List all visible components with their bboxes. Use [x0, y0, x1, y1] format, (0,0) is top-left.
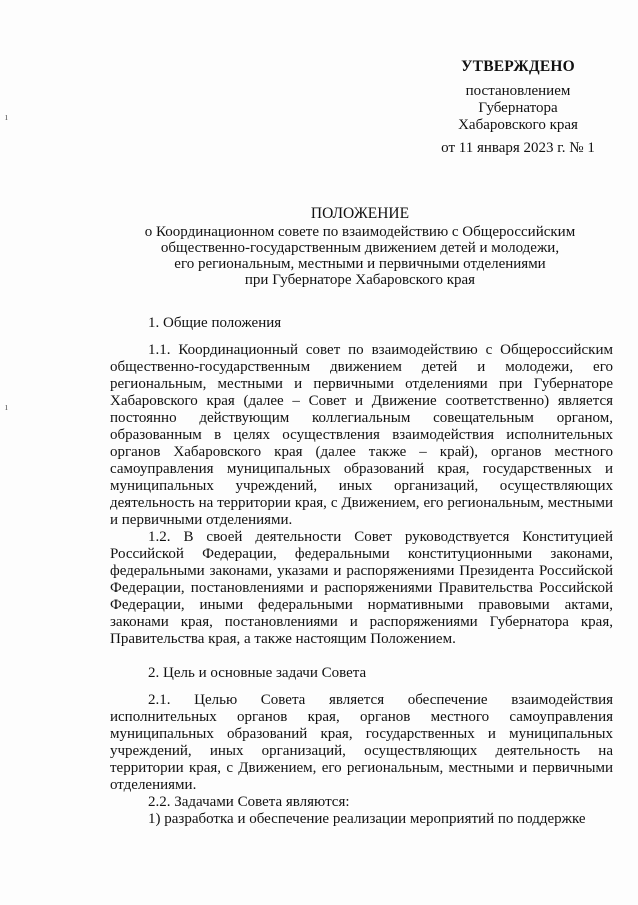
paragraph: 1) разработка и обеспечение реализации мероприятий по поддержке: [148, 811, 586, 827]
document-heading: [100, 206, 620, 288]
approval-line: Хабаровского края: [458, 117, 578, 133]
approval-line: Губернатора: [478, 100, 558, 116]
document-subtitle-line: при Губернаторе Хабаровского края: [244, 272, 476, 288]
approval-date: от 11 января 2023 г. № 1: [441, 140, 595, 156]
approval-block: [418, 58, 618, 157]
paragraph: 1.1. Координационный совет по взаимодействию с Общероссийским общественно-государственным движением детей и молодежи, его региональным, местными и первичными отделениями при Губернаторе Хабаровского края (далее – Совет и Движение соответственно) является постоянно действующим коллегиальным совещательным органом, образованным в целях осуществления взаимодействия исполнительных органов Хабаровского края (далее также – край), органов местного самоуправления муниципальных образований края, государственных и муниципальных учреждений, иных организаций, осуществляющих деятельность на территории края, с Движением, его региональным, местными и первичными отделениями.: [110, 342, 613, 528]
section-title: 1. Общие положения: [148, 315, 282, 331]
approval-title: УТВЕРЖДЕНО: [461, 58, 575, 75]
document-title: ПОЛОЖЕНИЕ: [310, 205, 410, 222]
paragraph: 2.2. Задачами Совета являются:: [148, 794, 350, 810]
scan-margin-mark: ı: [5, 402, 8, 413]
paragraph: 2.1. Целью Совета является обеспечение взаимодействия исполнительных органов края, органов местного самоуправления муниципальных образований края, государственных и муниципальных учреждений, иных организаций, осуществляющих деятельность на территории края, с Движением, его региональным, местными и первичными отделениями.: [110, 692, 613, 793]
document-subtitle-line: общественно-государственным движением детей и молодежи,: [160, 240, 560, 256]
approval-line: постановлением: [465, 83, 571, 99]
scan-margin-mark: ı: [5, 112, 8, 123]
document-subtitle-line: о Координационном совете по взаимодействию с Общероссийским: [144, 224, 576, 240]
document-body: [110, 315, 613, 828]
document-subtitle-line: его региональным, местными и первичными отделениями: [174, 256, 546, 272]
paragraph: 1.2. В своей деятельности Совет руководствуется Конституцией Российской Федерации, федеральными конституционными законами, федеральными законами, указами и распоряжениями Президента Российской Федерации, постановлениями и распоряжениями Правительства Российской Федерации, иными федеральными нормативными правовыми актами, законами края, постановлениями и распоряжениями Губернатора края, Правительства края, а также настоящим Положением.: [110, 529, 613, 647]
section-title: 2. Цель и основные задачи Совета: [148, 665, 367, 681]
